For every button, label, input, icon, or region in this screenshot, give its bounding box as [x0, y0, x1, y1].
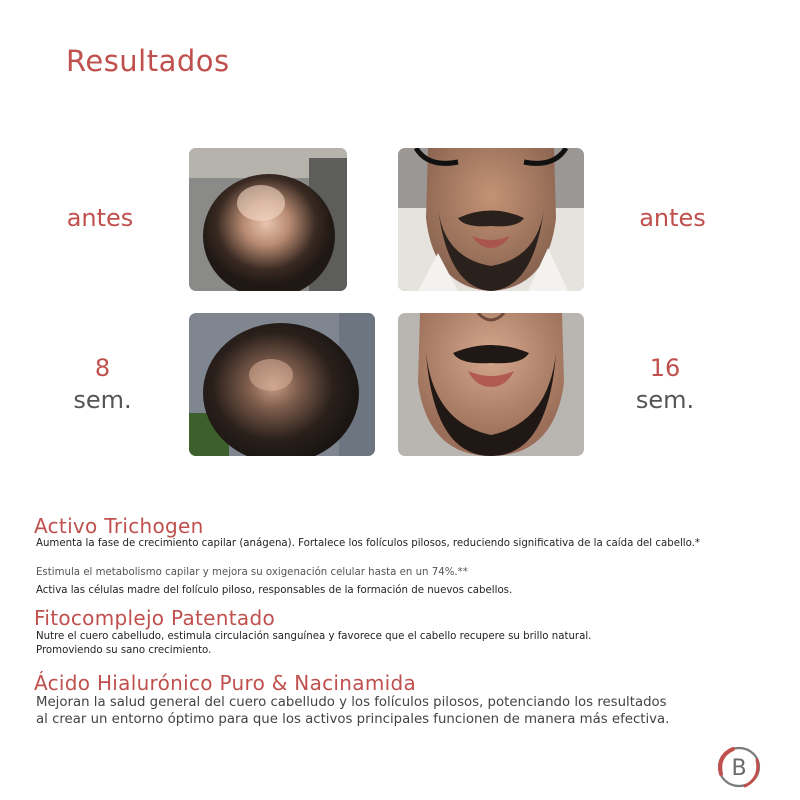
weeks-unit: sem. [73, 386, 132, 414]
hialuronico-text-1: Mejoran la salud general del cuero cabelludo y los folículos pilosos, potenciando los resultados [36, 695, 667, 710]
weeks-unit: sem. [635, 386, 695, 414]
label-left-top: antes [66, 204, 134, 232]
label-right-bottom [615, 352, 715, 416]
beard-before-photo [398, 148, 584, 291]
brand-logo [713, 744, 763, 790]
weeks-number: 8 [94, 354, 111, 382]
beard-16-weeks-photo [398, 313, 584, 456]
fitocomplejo-text-1: Nutre el cuero cabelludo, estimula circulación sanguínea y favorece que el cabello recupere su brillo natural. [36, 631, 592, 642]
trichogen-text-1: Aumenta la fase de crecimiento capilar (anágena). Fortalece los folículos pilosos, reduciendo significativa de la caída del cabello.* [36, 538, 701, 549]
section-title-trichogen: Activo Trichogen [34, 514, 204, 538]
section-title-hialuronico: Ácido Hialurónico Puro & Nacinamida [34, 671, 417, 695]
scalp-before-photo [189, 148, 347, 291]
label-left-bottom [55, 352, 150, 416]
logo-letter: B [731, 756, 747, 781]
scalp-8-weeks-photo [189, 313, 375, 456]
page-title: Resultados [66, 44, 230, 78]
section-title-fitocomplejo: Fitocomplejo Patentado [34, 606, 275, 630]
hialuronico-text-2: al crear un entorno óptimo para que los activos principales funcionen de manera más efectiva. [36, 712, 670, 727]
fitocomplejo-text-2: Promoviendo su sano crecimiento. [36, 645, 212, 656]
label-right-top: antes [639, 204, 706, 232]
trichogen-text-3: Activa las células madre del folículo piloso, responsables de la formación de nuevos cabellos. [36, 585, 513, 596]
weeks-number: 16 [649, 354, 681, 382]
trichogen-text-2: Estimula el metabolismo capilar y mejora su oxigenación celular hasta en un 74%.** [36, 567, 468, 578]
